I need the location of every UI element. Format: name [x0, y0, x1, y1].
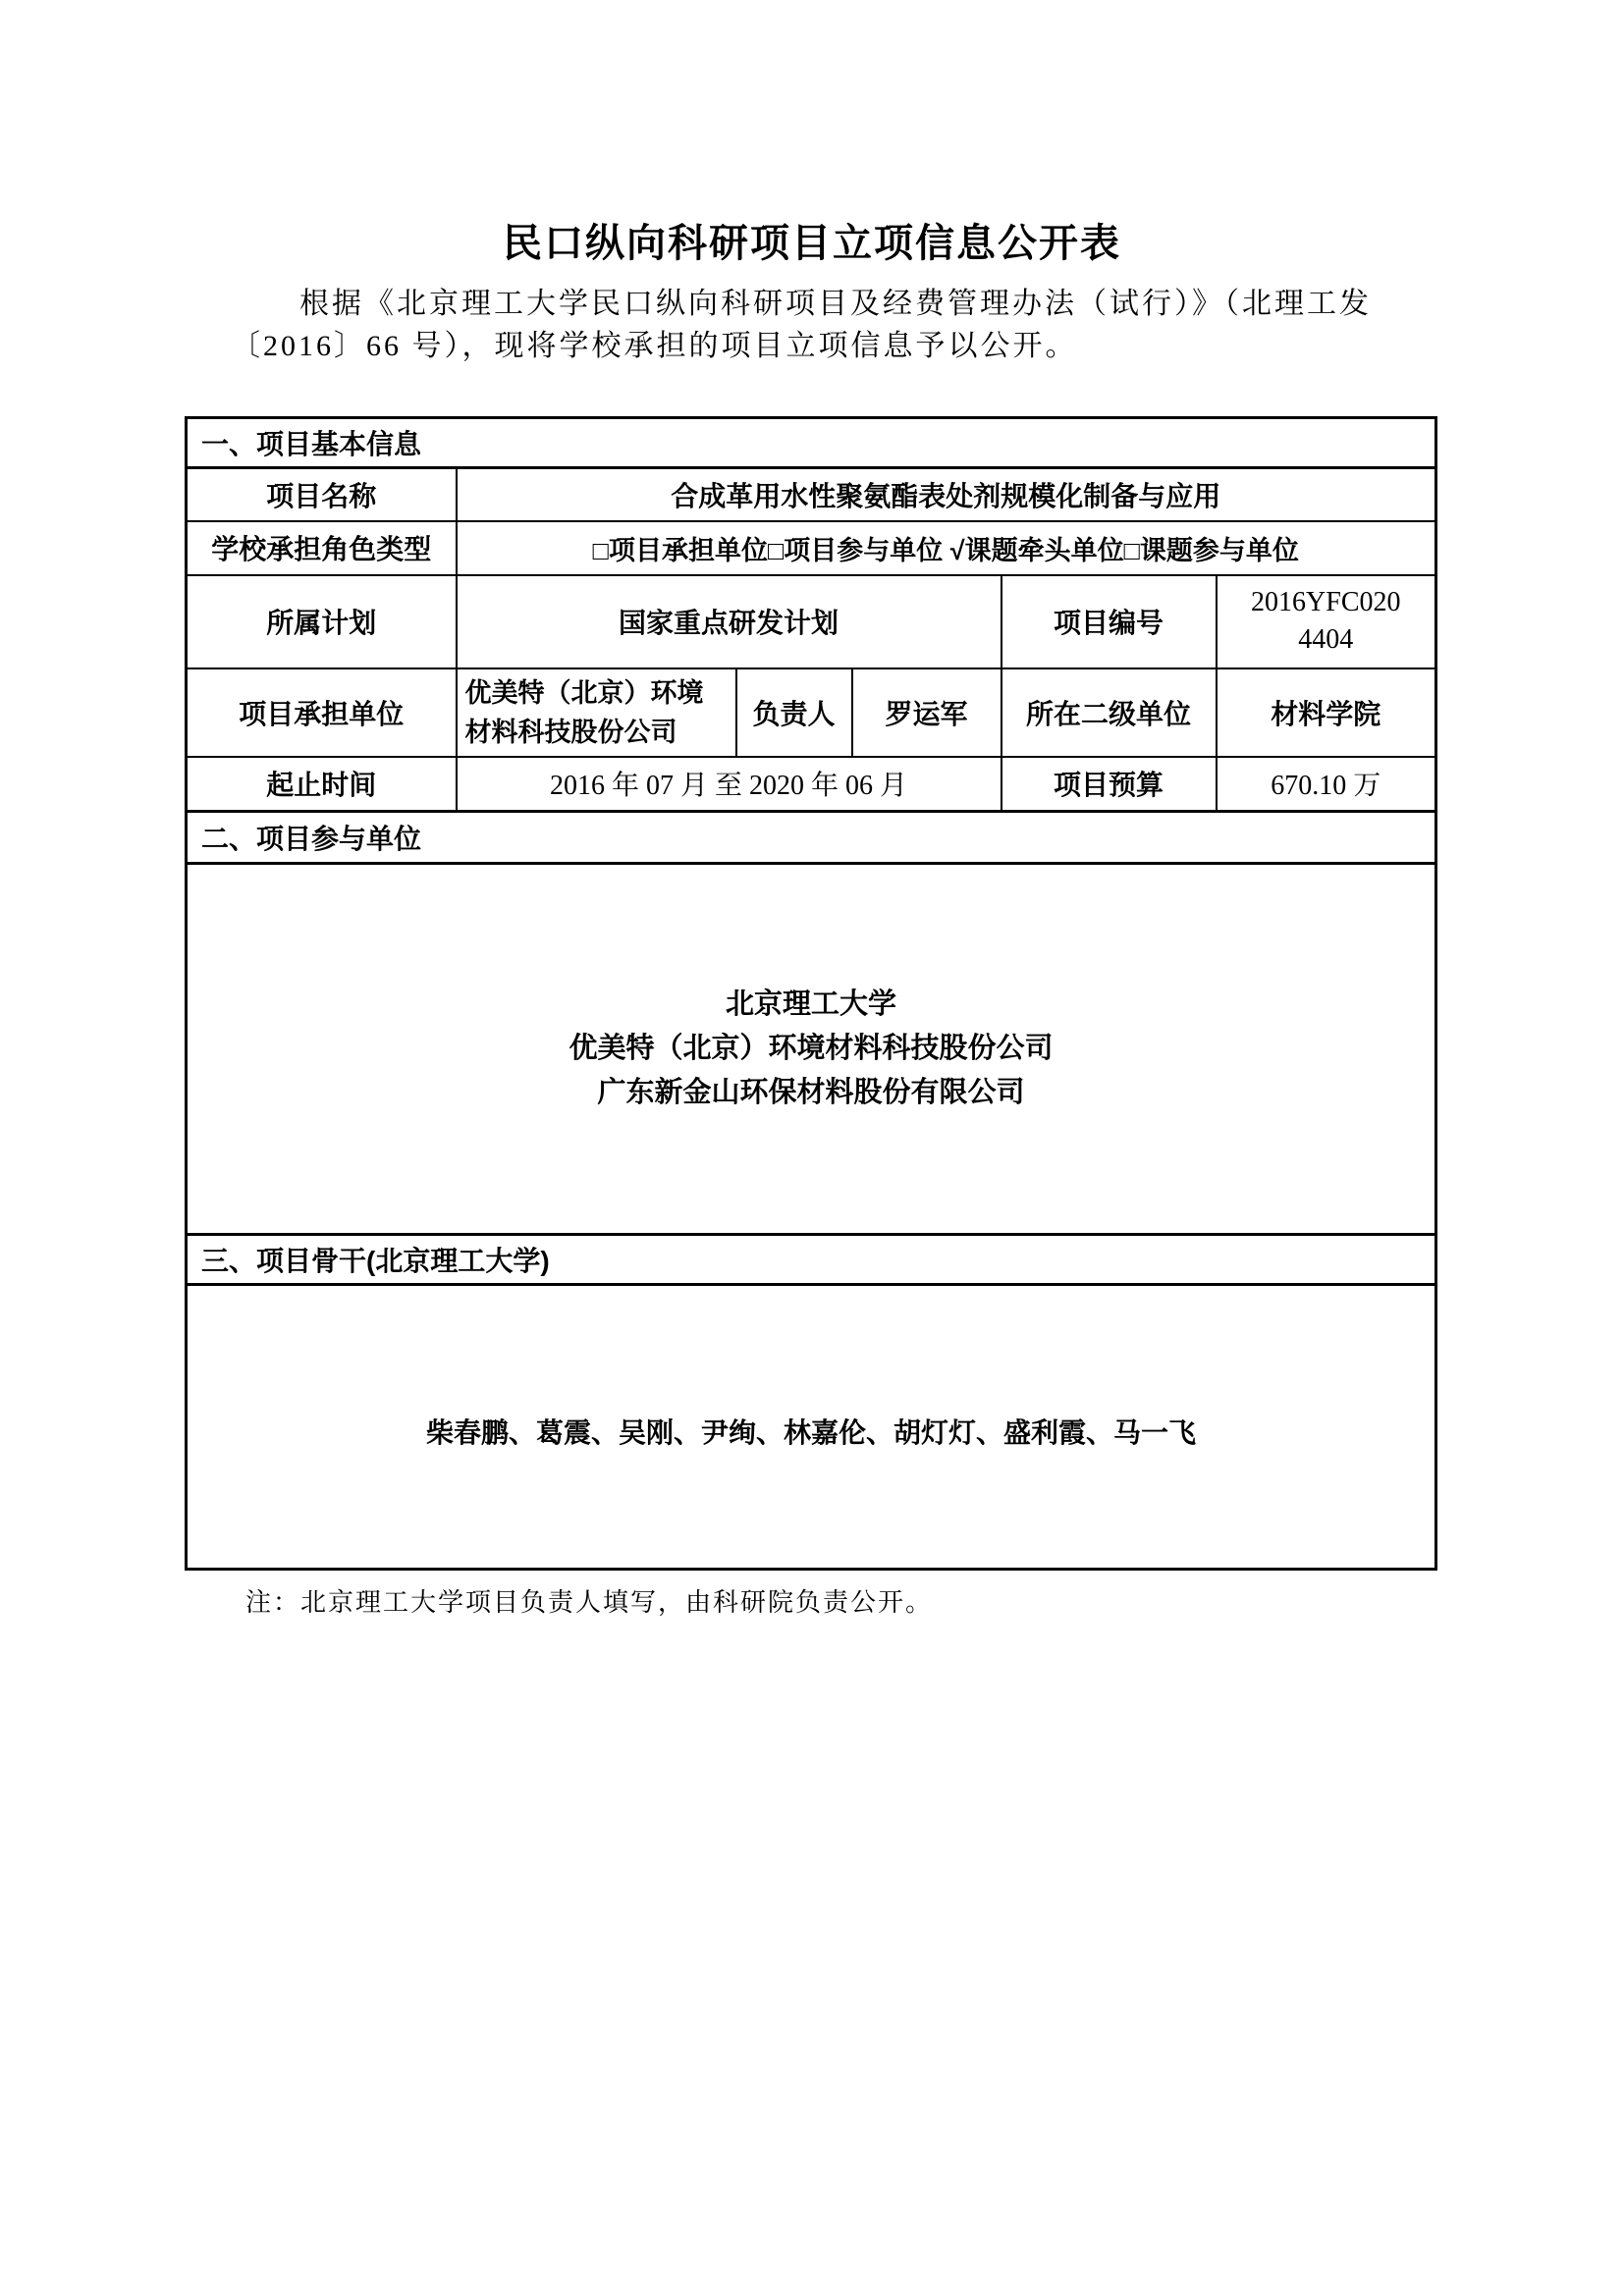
role-type-value: □项目承担单位□项目参与单位 √课题牵头单位□课题参与单位 — [457, 521, 1436, 575]
project-name-label: 项目名称 — [187, 468, 457, 521]
table-row — [187, 668, 1436, 757]
section3-header: 三、项目骨干(北京理工大学) — [187, 1235, 1436, 1285]
table-row — [187, 812, 1436, 864]
table-row — [187, 1235, 1436, 1285]
project-name-value: 合成革用水性聚氨酯表处剂规模化制备与应用 — [457, 468, 1436, 521]
table-row — [187, 418, 1436, 468]
undertaker-value: 优美特（北京）环境材料科技股份公司 — [457, 668, 736, 757]
secondary-unit-label: 所在二级单位 — [1001, 668, 1217, 757]
intro-paragraph: 根据《北京理工大学民口纵向科研项目及经费管理办法（试行）》（北理工发〔2016〕66 号），现将学校承担的项目立项信息予以公开。 — [231, 288, 1372, 362]
budget-value: 670.10 万 — [1217, 757, 1436, 812]
section1-header: 一、项目基本信息 — [187, 418, 1436, 468]
participant-item: 北京理工大学 — [726, 988, 897, 1020]
table-row — [187, 521, 1436, 575]
table-row — [187, 575, 1436, 668]
table-row — [187, 757, 1436, 812]
role-type-label: 学校承担角色类型 — [187, 521, 457, 575]
project-members-cell: 柴春鹏、葛震、吴刚、尹绚、林嘉伦、胡灯灯、盛利霞、马一飞 — [187, 1285, 1436, 1570]
table-row — [187, 864, 1436, 1235]
table-row — [187, 468, 1436, 521]
participants-cell — [187, 864, 1436, 1235]
secondary-unit-value: 材料学院 — [1217, 668, 1436, 757]
participant-item: 优美特（北京）环境材料科技股份公司 — [568, 1033, 1054, 1064]
project-info-table — [185, 416, 1437, 1571]
table-row — [187, 1285, 1436, 1570]
leader-value: 罗运军 — [852, 668, 1001, 757]
budget-label: 项目预算 — [1001, 757, 1217, 812]
project-number-label: 项目编号 — [1001, 575, 1217, 668]
participant-item: 广东新金山环保材料股份有限公司 — [597, 1077, 1025, 1108]
page-title: 民口纵向科研项目立项信息公开表 — [503, 222, 1121, 265]
duration-value: 2016 年 07 月 至 2020 年 06 月 — [457, 757, 1001, 812]
plan-label: 所属计划 — [187, 575, 457, 668]
plan-value: 国家重点研发计划 — [457, 575, 1001, 668]
section2-header: 二、项目参与单位 — [187, 812, 1436, 864]
footnote: 注：北京理工大学项目负责人填写，由科研院负责公开。 — [245, 1588, 934, 1617]
duration-label: 起止时间 — [187, 757, 457, 812]
undertaker-label: 项目承担单位 — [187, 668, 457, 757]
leader-label: 负责人 — [736, 668, 852, 757]
project-number-value: 2016YFC0204404 — [1217, 575, 1436, 668]
